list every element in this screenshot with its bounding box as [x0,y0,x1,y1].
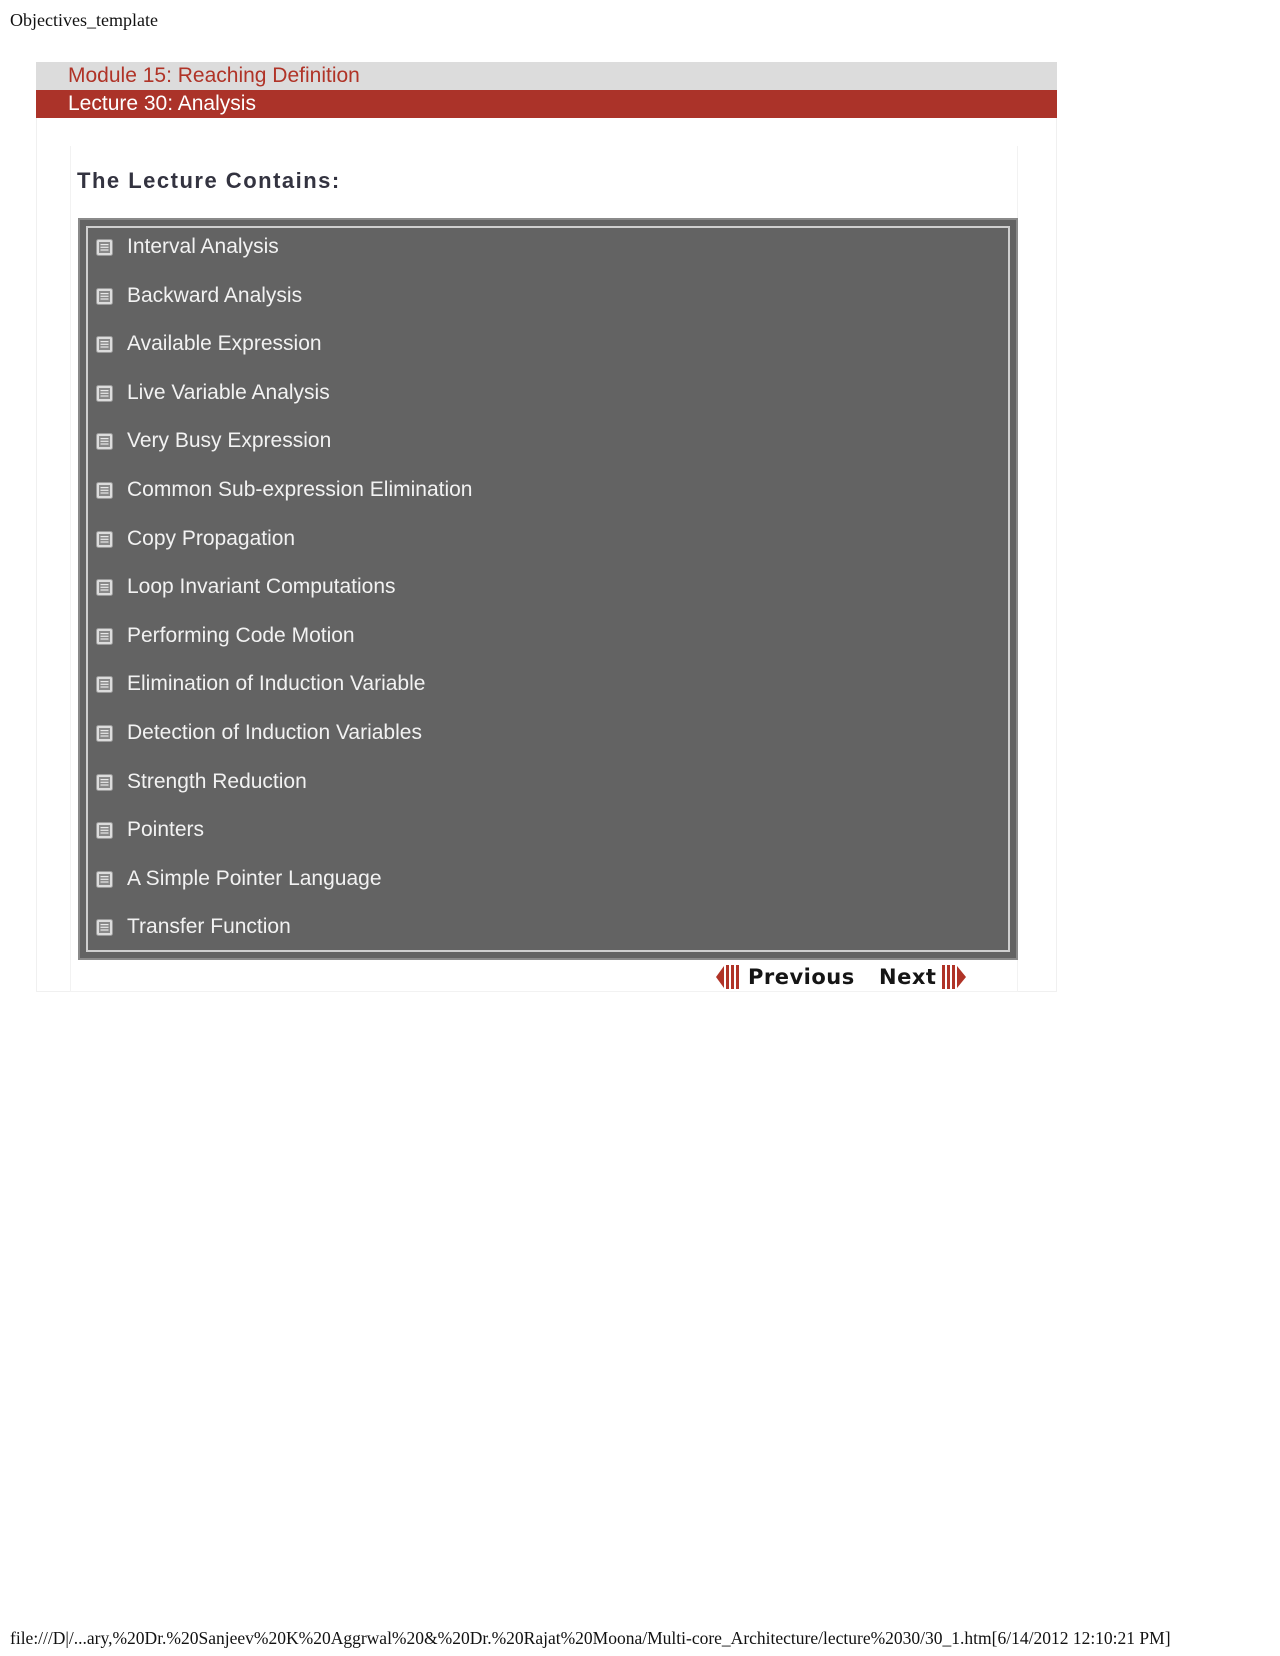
next-label: Next [879,965,937,989]
module-title: Module 15: Reaching Definition [36,62,1057,90]
topic-list-item[interactable] [96,527,976,576]
topic-list-item-label: Loop Invariant Computations [127,575,396,599]
document-list-icon [96,822,113,839]
topic-list-item[interactable] [96,915,976,964]
topic-list-item-label: Elimination of Induction Variable [127,672,426,696]
document-list-icon [96,725,113,742]
topic-list-item-label: Available Expression [127,332,322,356]
topic-list-item[interactable] [96,478,976,527]
topic-list-item[interactable] [96,721,976,770]
topic-list-item[interactable] [96,672,976,721]
document-list-icon [96,482,113,499]
previous-label: Previous [748,965,855,989]
document-list-icon [96,336,113,353]
document-list-icon [96,579,113,596]
topic-list-item[interactable] [96,429,976,478]
document-list-icon [96,288,113,305]
arrow-right-icon [942,964,970,990]
topic-list-item-label: Copy Propagation [127,526,296,550]
topic-list-item[interactable] [96,332,976,381]
topic-list-item-label: Very Busy Expression [127,429,332,453]
topic-list-item-label: Strength Reduction [127,769,307,793]
topic-list-item-label: Interval Analysis [127,235,279,258]
document-list-icon [96,676,113,693]
topic-list-item-label: Detection of Induction Variables [127,720,422,744]
topic-list-item[interactable] [96,624,976,673]
topic-list-item[interactable] [96,284,976,333]
topic-list-item-label: Backward Analysis [127,283,303,307]
document-list-icon [96,871,113,888]
document-list-icon [96,919,113,936]
topic-list-item[interactable] [96,235,976,284]
document-list-icon [96,628,113,645]
topic-list-item[interactable] [96,575,976,624]
next-button[interactable] [879,963,970,991]
topic-list-item-label: Transfer Function [127,915,291,939]
document-list-icon [96,385,113,402]
document-list-icon [96,239,113,256]
topic-list-item-label: Live Variable Analysis [127,380,330,404]
page-header-title: Objectives_template [10,10,158,30]
document-list-icon [96,531,113,548]
topic-list [96,235,976,964]
document-list-icon [96,433,113,450]
lecture-title: Lecture 30: Analysis [36,90,1057,118]
arrow-left-icon [716,964,744,990]
topic-list-item[interactable] [96,770,976,819]
topic-list-item-label: A Simple Pointer Language [127,866,382,890]
lecture-contains-heading: The Lecture Contains: [77,168,341,193]
topic-list-item-label: Pointers [127,818,205,842]
topic-list-item[interactable] [96,818,976,867]
topic-list-item[interactable] [96,381,976,430]
document-list-icon [96,774,113,791]
topic-list-item-label: Performing Code Motion [127,623,355,647]
page-footer-url: file:///D|/...ary,%20Dr.%20Sanjeev%20K%20Aggrwal%20&%20Dr.%20Rajat%20Moona/Multi-core_Architecture/lecture%2030/30_1.htm[6/14/2012 12:10:21 PM] [10,1628,1171,1648]
previous-button[interactable] [716,963,855,991]
topic-list-item-label: Common Sub-expression Elimination [127,477,473,501]
topic-list-item[interactable] [96,867,976,916]
